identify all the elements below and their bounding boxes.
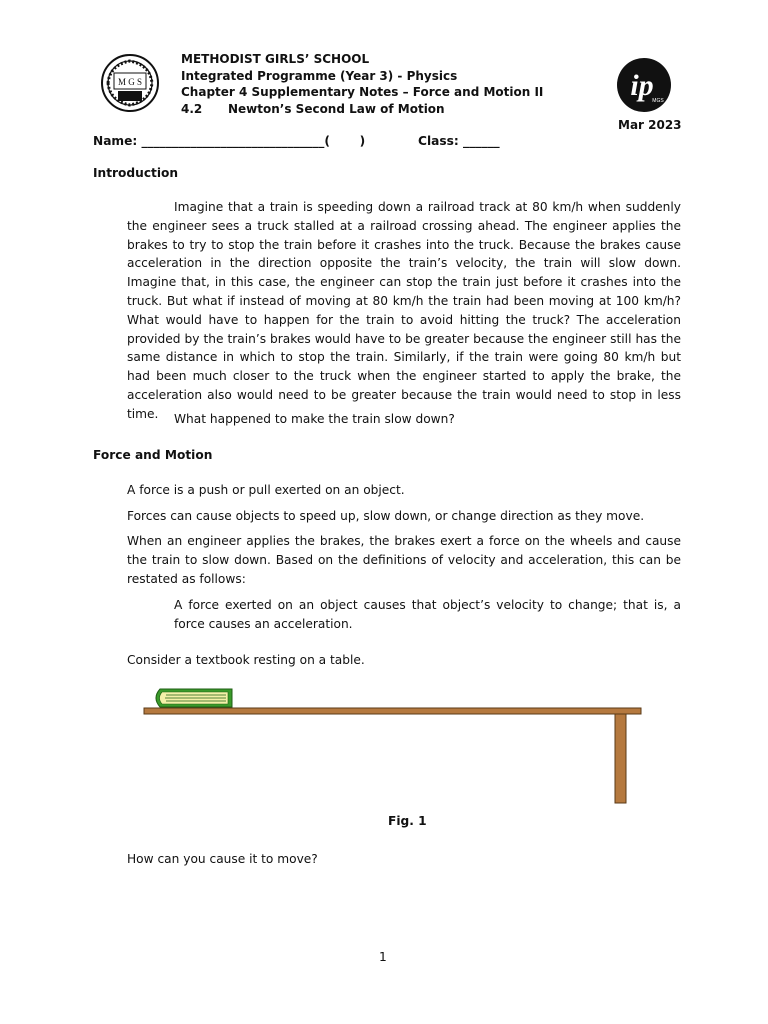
engineer-brakes-paragraph: When an engineer applies the brakes, the brakes exert a force on the wheels and cause the train to slow down. Based on the definitions of velocity and acceleration, this can be restated as follows:: [127, 534, 681, 586]
force-definition: A force is a push or pull exerted on an object.: [127, 483, 405, 497]
force-acceleration-quote: A force exerted on an object causes that object’s velocity to change; that is, a force causes an acceleration.: [174, 598, 681, 631]
table-leg: [615, 714, 626, 803]
table-top: [144, 708, 641, 714]
ip-logo-subtext: MGS: [652, 98, 664, 104]
introduction-paragraph: Imagine that a train is speeding down a railroad track at 80 km/h when suddenly the engineer sees a truck stalled at a railroad crossing ahead. The engineer applies the brakes to try to stop the train before it crashes into the truck. Because the brakes cause acceleration in the direction opposite the train’s velocity, the train will slow down. Imagine that, in this case, the engineer can stop the train just before it crashes into the truck. But what if instead of moving at 80 km/h the train had been moving at 100 km/h? What would have to happen for the train to avoid hitting the truck? The acceleration provided by the train’s brakes would have to be greater because the engineer still has the same distance in which to stop the train. Similarly, if the train were going 80 km/h but had been much closer to the truck when the engineer started to apply the brake, the acceleration also would need to be greater because the train would need to stop in less time.: [127, 200, 681, 421]
school-crest-logo: [100, 53, 160, 113]
consider-textbook: Consider a textbook resting on a table.: [127, 653, 365, 667]
crest-letters: M G S: [117, 77, 143, 87]
force-effects: Forces can cause objects to speed up, slow down, or change direction as they move.: [127, 509, 645, 523]
section-number: 4.2: [181, 101, 203, 116]
introduction-heading: Introduction: [93, 166, 179, 180]
programme-title: Integrated Programme (Year 3) - Physics: [181, 68, 458, 83]
date: Mar 2023: [618, 118, 682, 132]
figure-caption: Fig. 1: [388, 814, 427, 828]
textbook: [156, 689, 232, 707]
introduction-question: What happened to make the train slow down?: [174, 412, 455, 426]
move-question: How can you cause it to move?: [127, 852, 318, 866]
class-field[interactable]: Class: ______: [418, 134, 500, 148]
name-field[interactable]: Name: ______________________________( ): [93, 134, 366, 148]
ip-logo: [616, 57, 672, 113]
school-name: METHODIST GIRLS’ SCHOOL: [181, 52, 370, 66]
force-motion-heading: Force and Motion: [93, 448, 213, 462]
page-number: 1: [379, 950, 387, 964]
ip-logo-text: ip: [630, 69, 654, 102]
chapter-title: Chapter 4 Supplementary Notes – Force and Motion II: [181, 85, 544, 99]
section-title: Newton’s Second Law of Motion: [228, 101, 445, 116]
book-on-table-figure: [140, 684, 650, 809]
